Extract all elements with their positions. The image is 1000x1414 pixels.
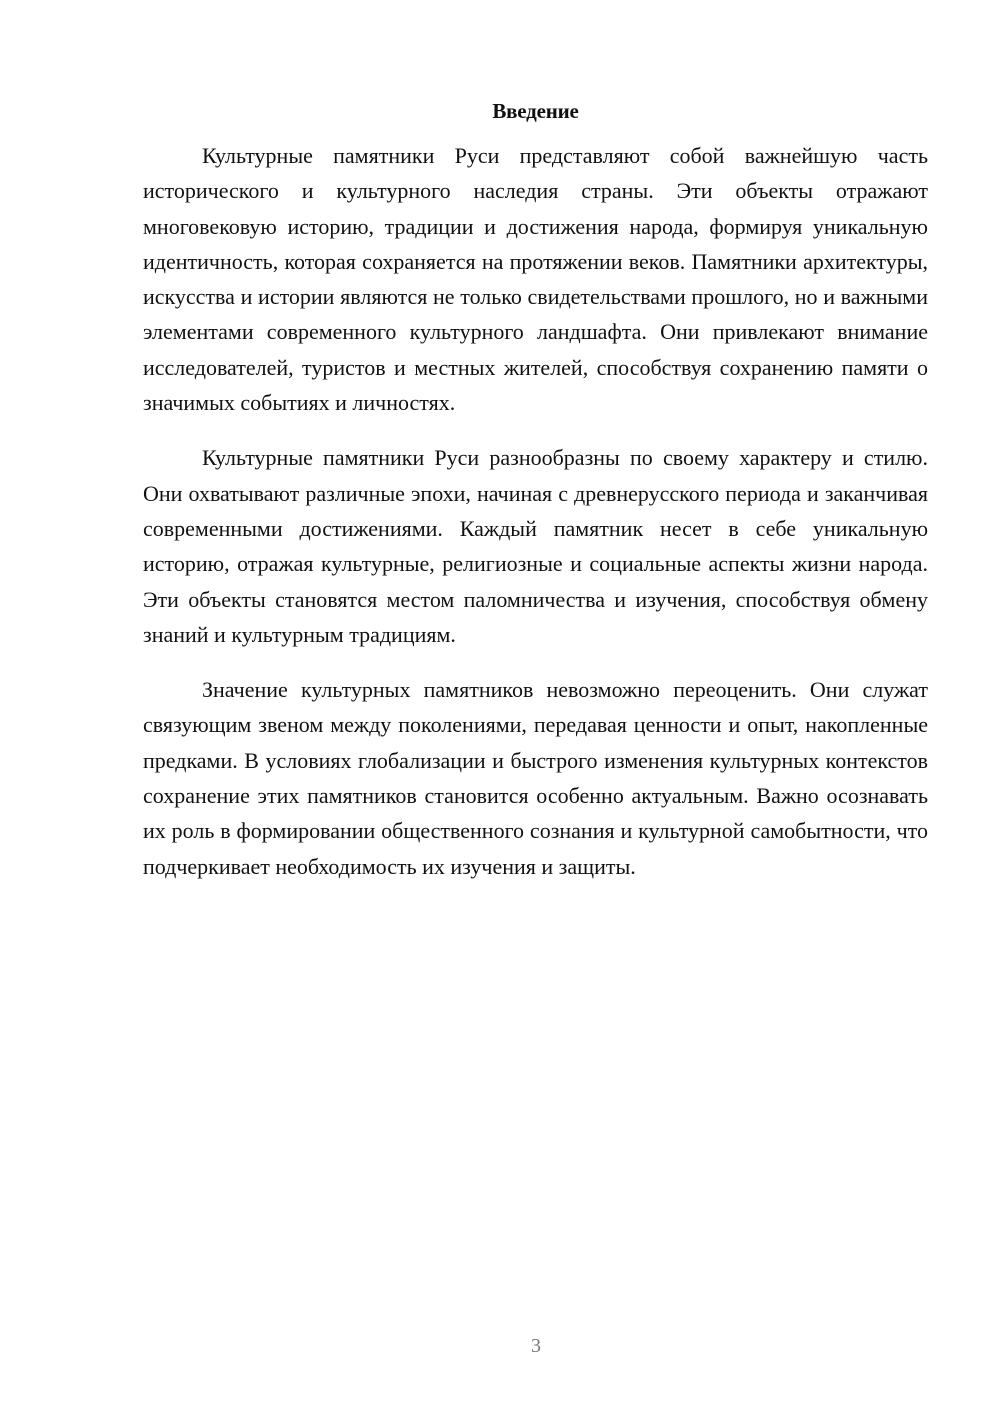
paragraph-1: Культурные памятники Руси представляют собой важнейшую часть исторического и культурного наследия страны. Эти объекты отражают многовековую историю, традиции и достижения народа, формируя уникальную идентичность, которая сохраняется на протяжении веков. Памятники архитектуры, искусства и истории являются не только свидетельствами прошлого, но и важными элементами современного культурного ландшафта. Они привлекают внимание исследователей, туристов и местных жителей, способствуя сохранению памяти о значимых событиях и личностях. [143,143,928,416]
paragraph-3: Значение культурных памятников невозможно переоценить. Они служат связующим звеном между поколениями, передавая ценности и опыт, накопленные предками. В условиях глобализации и быстрого изменения культурных контекстов сохранение этих памятников становится особенно актуальным. Важно осознавать их роль в формировании общественного сознания и культурной самобытности, что подчеркивает необходимость их изучения и защиты. [143,677,928,879]
page-number: 3 [531,1335,541,1357]
paragraph-2: Культурные памятники Руси разнообразны по своему характеру и стилю. Они охватывают различные эпохи, начиная с древнерусского периода и заканчивая современными достижениями. Каждый памятник несет в себе уникальную историю, отражая культурные, религиозные и социальные аспекты жизни народа. Эти объекты становятся местом паломничества и изучения, способствуя обмену знаний и культурным традициям. [143,445,928,647]
section-heading: Введение [492,99,579,123]
document-body [143,96,928,904]
